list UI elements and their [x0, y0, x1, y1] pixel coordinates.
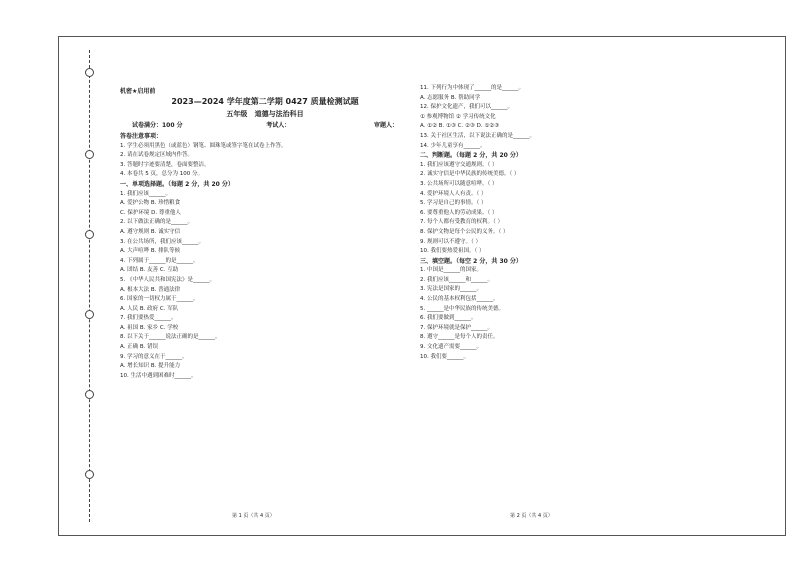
checker-label: 审题人： [373, 122, 398, 129]
question-line: A. ①② B. ①③ C. ②③ D. ①②③ [420, 123, 500, 130]
binding-margin [64, 40, 114, 532]
question-line: 4. 爱护环境人人有责。（ ） [420, 190, 487, 197]
notice-line: 2. 请在试卷规定区域内作答。 [120, 152, 193, 159]
page-footer-right: 第 2 页（共 4 页） [510, 513, 553, 519]
question-line: 9. 文化遗产需要______。 [420, 344, 482, 351]
question-line: 7. 保护环境就是保护______。 [420, 324, 493, 331]
question-line: A. 增长知识 B. 提升能力 [120, 363, 181, 370]
question-line: 8. 以下关于______说法正确的是______。 [120, 334, 221, 341]
question-line: 7. 每个人都有受教育的权利。（ ） [420, 219, 503, 226]
question-line: C. 保护环境 D. 尊重他人 [120, 209, 181, 216]
punch-hole-icon [85, 68, 94, 77]
question-line: 9. 规则可以不遵守。（ ） [420, 238, 481, 245]
question-line: A. 祖国 B. 家乡 C. 学校 [120, 324, 179, 331]
question-line: 2. 以下做法正确的是______。 [120, 219, 193, 226]
question-line: A. 遵守规则 B. 诚实守信 [120, 228, 181, 235]
question-line: 2. 诚实守信是中华民族的传统美德。（ ） [420, 171, 520, 178]
question-line: 9. 学习的意义在于______。 [120, 353, 188, 360]
question-line: 3. 在公共场所，我们应该______。 [120, 238, 204, 245]
punch-hole-icon [85, 310, 94, 319]
question-line: 10. 生活中遇到困难时______。 [120, 372, 197, 379]
question-line: A. 团结 B. 友善 C. 互助 [120, 267, 179, 274]
subject: 道德与法治科目 [254, 110, 304, 118]
question-line: 2. 我们应该______和______。 [420, 276, 493, 283]
question-line: A. 爱护公物 B. 珍惜粮食 [120, 200, 181, 207]
question-line: 3. 宪法是国家的______。 [420, 286, 482, 293]
reviewer-label: 考试人： [266, 122, 291, 129]
question-line: 1. 我们应该遵守交通规则。（ ） [420, 161, 498, 168]
question-line: A. 正确 B. 错误 [120, 344, 159, 351]
question-line: 6. 国家的一切权力属于______。 [120, 296, 199, 303]
question-line: 4. 下列属于______的是______。 [120, 257, 199, 264]
punch-hole-icon [85, 230, 94, 239]
question-line: 6. 我们要做到______。 [420, 315, 477, 322]
question-line: 12. 保护文化遗产，我们可以______。 [420, 104, 513, 111]
right-page [420, 84, 780, 362]
exam-title: 2023—2024 学年度第二学期 0427 质量检测试题 [171, 97, 359, 106]
question-line: 1. 我们应该______。 [120, 190, 171, 197]
question-line: 10. 我们要______。 [420, 353, 469, 360]
question-line: 8. 遵守______是每个人的责任。 [420, 334, 499, 341]
left-page [120, 96, 410, 381]
question-line: 13. 关于社区生活，以下说法正确的是______。 [420, 132, 535, 139]
grade-subject [120, 108, 410, 120]
question-line: 5. 学习是自己的事情。（ ） [420, 200, 487, 207]
question-line: A. 大声喧哗 B. 排队等候 [120, 248, 181, 255]
punch-hole-icon [85, 470, 94, 479]
section-heading: 一、单项选择题。（每题 2 分，共 20 分） [120, 180, 234, 188]
question-line: 1. 中国是______的国家。 [420, 267, 482, 274]
question-line: ① 参观博物馆 ② 学习传统文化 [420, 113, 496, 120]
punch-hole-icon [85, 150, 94, 159]
notice-line: 3. 答题时字迹要清楚，卷面要整洁。 [120, 161, 210, 168]
notice-heading: 答卷注意事项： [120, 133, 163, 140]
question-line: A. 志愿服务 B. 帮助同学 [420, 94, 481, 101]
total-score: 试卷满分：100 分 [132, 122, 183, 129]
question-line: 11. 下列行为中体现了______的是______。 [420, 85, 524, 91]
notice-line: 1. 学生必须用黑色（或蓝色）钢笔、圆珠笔或签字笔在试卷上作答。 [120, 142, 287, 149]
question-line: 14. 少年儿童享有______。 [420, 142, 486, 149]
question-line: 7. 我们要热爱______。 [120, 315, 177, 322]
question-line: A. 根本大法 B. 普通法律 [120, 286, 181, 293]
question-line: A. 人民 B. 政府 C. 军队 [120, 305, 179, 312]
punch-hole-icon [85, 390, 94, 399]
grade: 五年级 [226, 110, 248, 118]
question-line: 5. ______是中华民族的传统美德。 [420, 305, 504, 312]
section-heading: 三、填空题。（每空 2 分，共 30 分） [420, 257, 522, 265]
question-line: 10. 我们要热爱祖国。（ ） [420, 248, 485, 255]
question-line: 5. 《中华人民共和国宪法》是______。 [120, 276, 215, 283]
exam-meta [120, 120, 410, 132]
question-line: 4. 公民的基本权利包括______。 [420, 296, 499, 303]
question-line: 6. 要尊重他人的劳动成果。（ ） [420, 209, 498, 216]
question-line: 8. 保护文物是每个公民的义务。（ ） [420, 228, 509, 235]
confidential-tag: 机密★启用前 [120, 88, 156, 95]
section-heading: 二、判断题。（每题 2 分，共 20 分） [420, 152, 522, 160]
dashed-fold-line [89, 50, 90, 522]
question-line: 3. 公共场所可以随意喧哗。（ ） [420, 180, 498, 187]
page-footer-left: 第 1 页（共 4 页） [232, 513, 275, 519]
notice-line: 4. 本卷共 5 页，总分为 100 分。 [120, 171, 203, 178]
